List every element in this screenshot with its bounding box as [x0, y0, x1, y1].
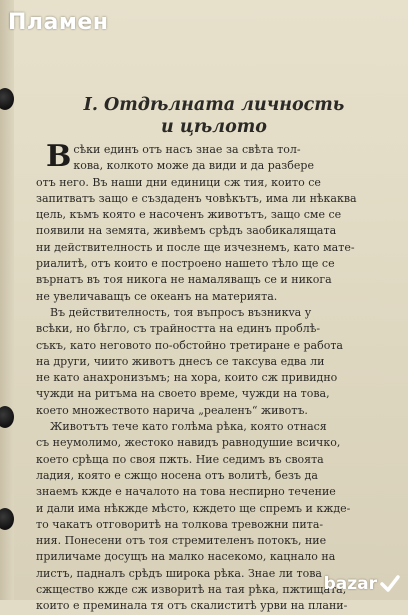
text-line: листъ, падналъ срѣдъ широка рѣка. Знае ли това [36, 566, 322, 580]
chapter-title [40, 94, 388, 138]
text-line: ладия, която е сжщо носена отъ волитѣ, безъ да [36, 468, 318, 482]
text-line: и дали има нѣкжде мѣсто, кждето ще спремъ и кжде- [36, 501, 351, 515]
text-line: то чакатъ отговоритѣ на толкова тревожни пита- [36, 517, 324, 531]
chapter-title-line: и цѣлото [161, 117, 267, 137]
text-line: сжщество кжде сж изворитѣ на тая рѣка, пжтищата, [36, 583, 347, 597]
text-line: приличаме досущъ на малко насекомо, кацнало на [36, 550, 336, 564]
text-line: не като анахронизъмъ; на хора, които сж привидно [36, 371, 338, 385]
text-line: знаемъ кжде е началото на това неспирно течение [36, 485, 336, 499]
text-line: върнатъ въ тоя никога не намаляващъ се и никога [36, 273, 332, 287]
text-line: на други, чиито животъ днесъ се таксува едва ли [36, 354, 325, 368]
text-line: чужди на ритъма на своето време, чужди на това, [36, 387, 330, 401]
text-line: запитватъ защо е създаденъ човѣкътъ, има ли нѣкаква [36, 191, 357, 205]
corner-watermark-text: bazar [323, 574, 377, 594]
text-line: Въ действителность, тоя въпросъ възникva у [50, 305, 312, 319]
watermark-brand: Пламен [8, 10, 109, 35]
text-line: Животътъ тече като голѣма рѣка, която отнася [50, 420, 327, 434]
text-line: което множеството нарича „реаленъ“ животъ. [36, 403, 308, 417]
text-line: всѣки, но бѣгло, съ трайността на единъ проблѣ- [36, 322, 321, 336]
corner-watermark [324, 574, 400, 594]
text-line: което срѣща по своя пжть. Ние седимъ въ своята [36, 452, 324, 466]
chapter-title-line: I. Отдѣлната личность [83, 95, 345, 115]
text-line: сѣки единъ отъ насъ знае за свѣта тол- [73, 143, 301, 156]
text-line: отъ него. Въ наши дни единици сж тия, които се [36, 175, 321, 189]
drop-cap: В [46, 139, 72, 174]
text-line: ния. Понесени отъ тоя стремителенъ потокъ, ние [36, 534, 327, 548]
text-line: кова, колкото може да види и да разбере [73, 159, 314, 173]
text-line: не увеличаващъ се океанъ на материята. [36, 289, 278, 303]
text-line: цель, къмъ която е насоченъ животътъ, защо сме се [36, 208, 342, 222]
text-line: появили на земята, живѣемъ срѣдъ заобикалящата [36, 224, 337, 238]
text-line: които е преминала тя отъ скалиститѣ урви на плани- [36, 599, 348, 613]
text-line: ни действителность и после ще изчезнемъ, като мате- [36, 240, 355, 254]
checkmark-icon [380, 575, 400, 593]
text-line: съ неумолимо, жестоко навидъ равнодушие всичко, [36, 436, 341, 450]
text-line: риалитѣ, отъ които е построено нашето тѣло ще се [36, 257, 335, 271]
chapter-body [36, 139, 390, 615]
text-line: съкъ, като неговото по-обстойно третиране е работа [36, 338, 343, 352]
